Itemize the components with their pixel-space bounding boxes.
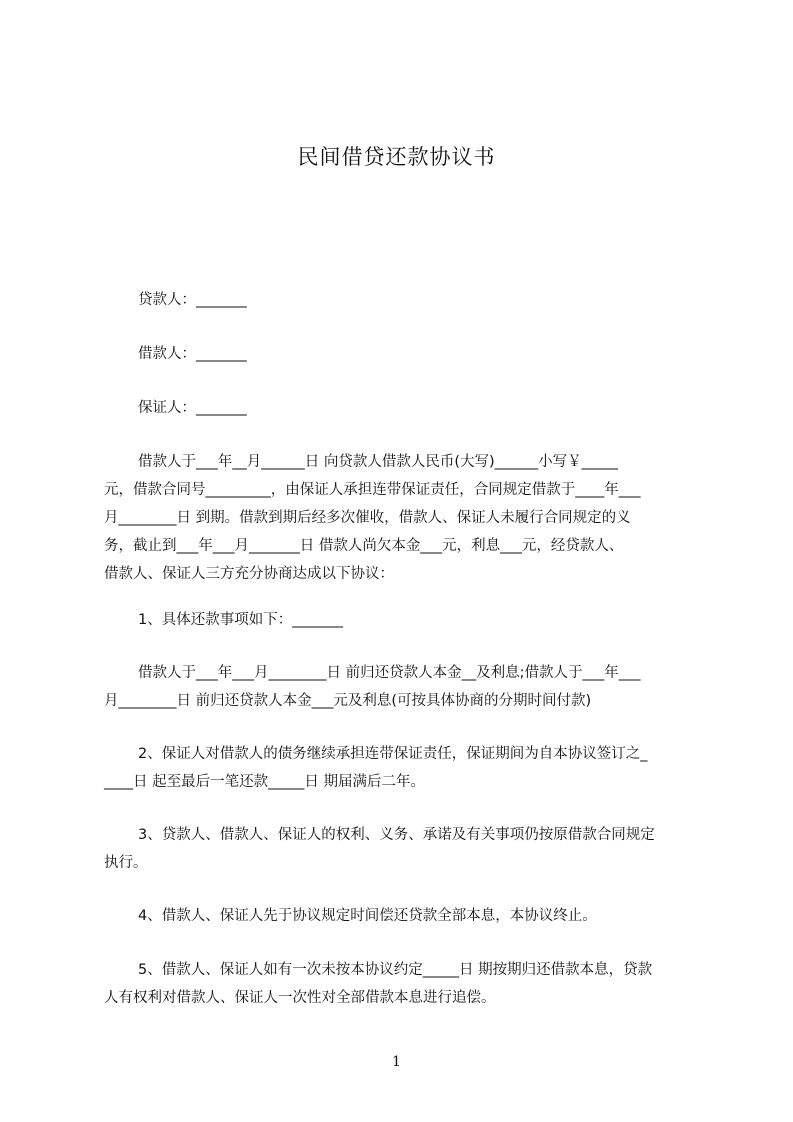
lender-label: 贷款人：_______ [138,292,247,308]
clause-4-line: 4、借款人、保证人先于协议规定时间偿还贷款全部本息，本协议终止。 [138,908,597,924]
clause-5-line: 5、借款人、保证人如有一次未按本协议约定_____日 期按期归还借款本息，贷款 [138,962,653,978]
preamble-line: 借款人、保证人三方充分协商达成以下协议： [104,566,394,582]
guarantor-field [104,394,704,422]
borrower-field [104,340,704,368]
clause-1-line: 借款人于___年___月________日 前归还贷款人本金__及利息;借款人于___年___ [138,665,641,681]
preamble-line: 月________日 到期。借款到期后经多次催收，借款人、保证人未履行合同规定的义 [104,510,631,526]
clause-2-line: 2、保证人对借款人的债务继续承担连带保证责任，保证期间为自本协议签订之_ [138,746,648,762]
clause-5 [104,956,704,1012]
preamble-line: 借款人于___年__月______日 向贷款人借款人民币(大写)______小写￥_____ [138,454,618,470]
clause-3 [104,821,704,877]
preamble-line: 元，借款合同号_________，由保证人承担连带保证责任，合同规定借款于____年___ [104,482,641,498]
guarantor-label: 保证人：_______ [138,400,247,416]
lender-field [104,286,704,314]
clause-1-body [104,659,704,715]
clause-1-heading [104,606,704,634]
preamble-paragraph [104,448,704,588]
page-number: 1 [392,1054,401,1070]
document-title: 民间借贷还款协议书 [297,145,496,169]
clause-1-heading-text: 1、具体还款事项如下：_______ [138,612,343,628]
preamble-line: 务，截止到___年___月_______日 借款人尚欠本金___元，利息___元，经贷款人、 [104,538,624,554]
clause-3-line: 3、贷款人、借款人、保证人的权利、义务、承诺及有关事项仍按原借款合同规定 [138,827,655,843]
clause-4 [104,902,704,930]
clause-5-line: 人有权利对借款人、保证人一次性对全部借款本息进行追偿。 [104,990,496,1006]
clause-1-line: 月________日 前归还贷款人本金___元及利息(可按具体协商的分期时间付款) [104,693,592,709]
clause-3-line: 执行。 [104,855,148,871]
clause-2-line: ____日 起至最后一笔还款_____日 期届满后二年。 [104,774,425,790]
borrower-label: 借款人：_______ [138,346,247,362]
clause-2 [104,740,704,796]
